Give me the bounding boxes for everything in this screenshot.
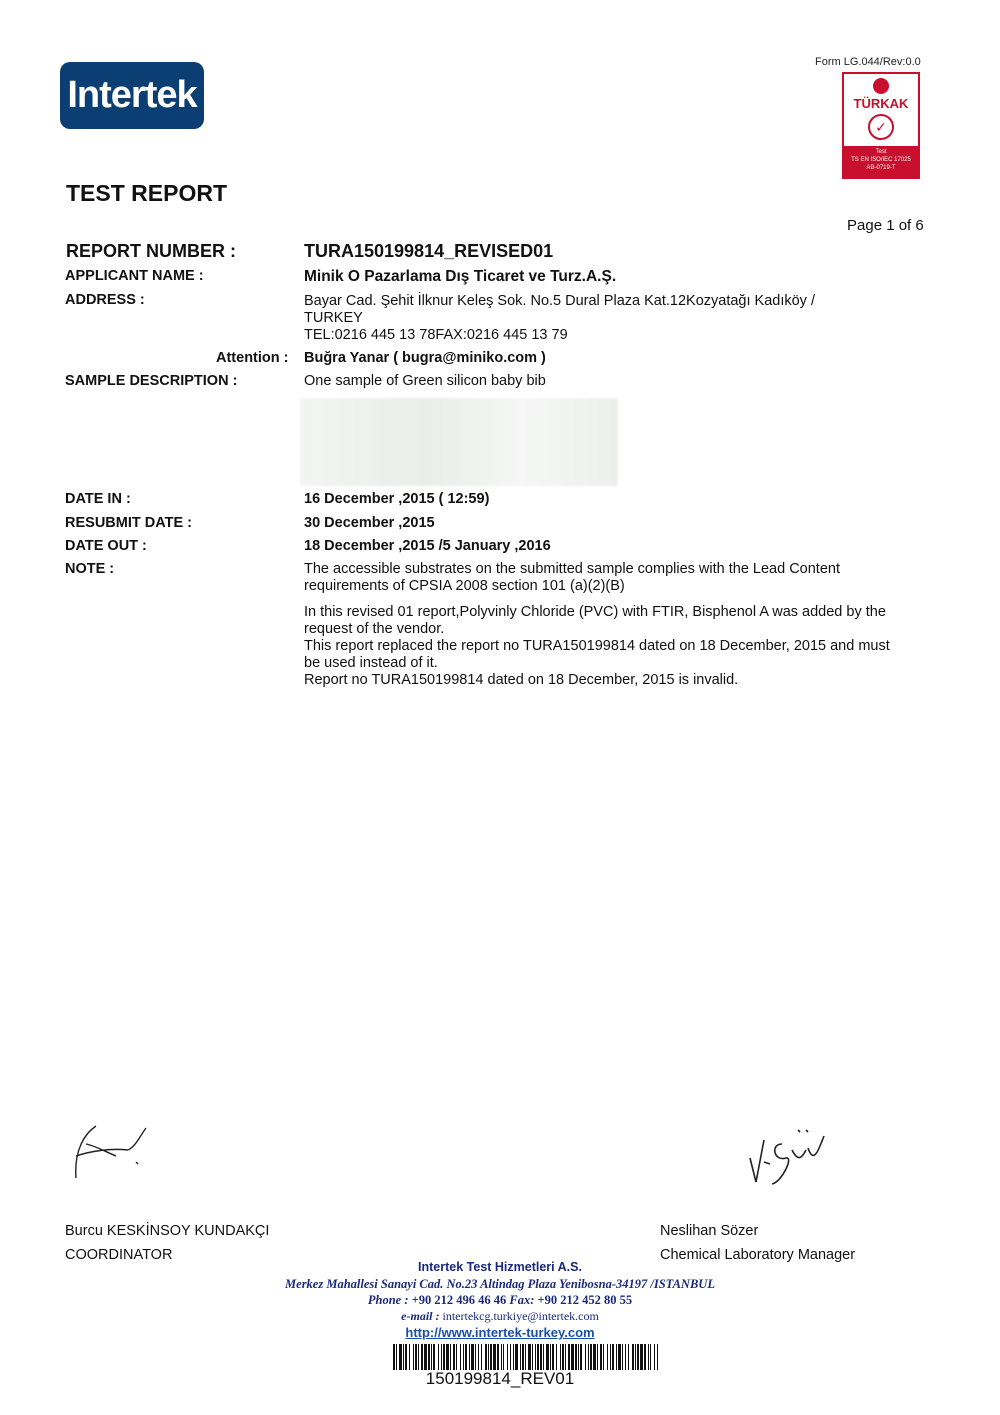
footer-website-link[interactable]: http://www.intertek-turkey.com (405, 1325, 595, 1340)
date-out-label: DATE OUT : (65, 538, 147, 554)
turkak-accreditation-badge (842, 72, 920, 179)
barcode-text: 150199814_REV01 (425, 1369, 575, 1388)
attention-contact: Buğra Yanar ( bugra@miniko.com ) (304, 350, 546, 366)
date-out: 18 December ,2015 /5 January ,2016 (304, 538, 551, 554)
footer-company: Intertek Test Hizmetleri A.S. (418, 1260, 582, 1274)
email-address[interactable]: intertekcg.turkiye@intertek.com (442, 1309, 599, 1323)
coordinator-role: COORDINATOR (65, 1247, 173, 1263)
resubmit-date-label: RESUBMIT DATE : (65, 515, 193, 531)
note-paragraph: In this revised 01 report,Polyvinly Chloride (PVC) with FTIR, Bisphenol A was added by the request of the vendor. (304, 604, 886, 637)
manager-signature (742, 1122, 842, 1192)
note-paragraph: Report no TURA150199814 dated on 18 December, 2015 is invalid. (304, 672, 739, 688)
report-number: TURA150199814_REVISED01 (304, 241, 554, 261)
report-number-label: REPORT NUMBER : (66, 241, 236, 261)
resubmit-date: 30 December ,2015 (304, 515, 435, 531)
note-paragraph: This report replaced the report no TURA150199814 dated on 18 December, 2015 and must be used instead of it. (304, 638, 890, 671)
attention-label: Attention : (216, 350, 289, 366)
note-block (304, 561, 904, 689)
date-in-label: DATE IN : (65, 491, 131, 507)
barcode (393, 1344, 659, 1370)
footer-email (0, 1309, 1000, 1324)
manager-name: Neslihan Sözer (660, 1223, 759, 1239)
phone-number: +90 212 496 46 46 (411, 1293, 507, 1307)
date-in: 16 December ,2015 ( 12:59) (304, 491, 490, 507)
address-line1: Bayar Cad. Şehit İlknur Keleş Sok. No.5 Dural Plaza Kat.12Kozyatağı Kadıköy / (304, 293, 815, 309)
address-line2: TURKEY (304, 310, 363, 326)
turkak-line1: Test (875, 149, 887, 155)
address-label: ADDRESS : (65, 292, 145, 308)
note-paragraph: The accessible substrates on the submitted sample complies with the Lead Content requirements of CPSIA 2008 section 101 (a)(2)(B) (304, 561, 840, 594)
coordinator-signature (66, 1116, 156, 1186)
fax-label: Fax: (509, 1293, 535, 1307)
sample-description-label: SAMPLE DESCRIPTION : (65, 373, 238, 389)
coordinator-name: Burcu KESKİNSOY KUNDAKÇI (65, 1223, 270, 1239)
sample-description: One sample of Green silicon baby bib (304, 373, 546, 389)
fax-number: +90 212 452 80 55 (537, 1293, 633, 1307)
applicant-name: Minik O Pazarlama Dış Ticaret ve Turz.A.Ş. (304, 268, 617, 285)
form-code: Form LG.044/Rev:0.0 (815, 56, 921, 68)
crescent-icon (873, 78, 889, 94)
sample-photo-area (300, 398, 618, 486)
address-line3: TEL:0216 445 13 78FAX:0216 445 13 79 (304, 327, 568, 343)
turkak-line2: TS EN ISO/IEC 17025 (851, 157, 911, 163)
turkak-line3: AB-0719-T (866, 165, 896, 171)
logo-text: Intertek (67, 74, 197, 116)
applicant-label: APPLICANT NAME : (65, 268, 204, 284)
turkak-name: TÜRKAK (853, 96, 909, 111)
page-indicator: Page 1 of 6 (847, 217, 924, 234)
check-icon: ✓ (868, 114, 894, 140)
intertek-logo (60, 62, 204, 129)
manager-role: Chemical Laboratory Manager (660, 1247, 856, 1263)
email-label: e-mail : (401, 1309, 440, 1323)
footer-phone (0, 1293, 1000, 1308)
page-title: TEST REPORT (66, 180, 228, 206)
phone-label: Phone : (367, 1293, 409, 1307)
footer-address: Merkez Mahallesi Sanayi Cad. No.23 Altindag Plaza Yenibosna-34197 /ISTANBUL (285, 1277, 715, 1291)
note-label: NOTE : (65, 561, 115, 577)
